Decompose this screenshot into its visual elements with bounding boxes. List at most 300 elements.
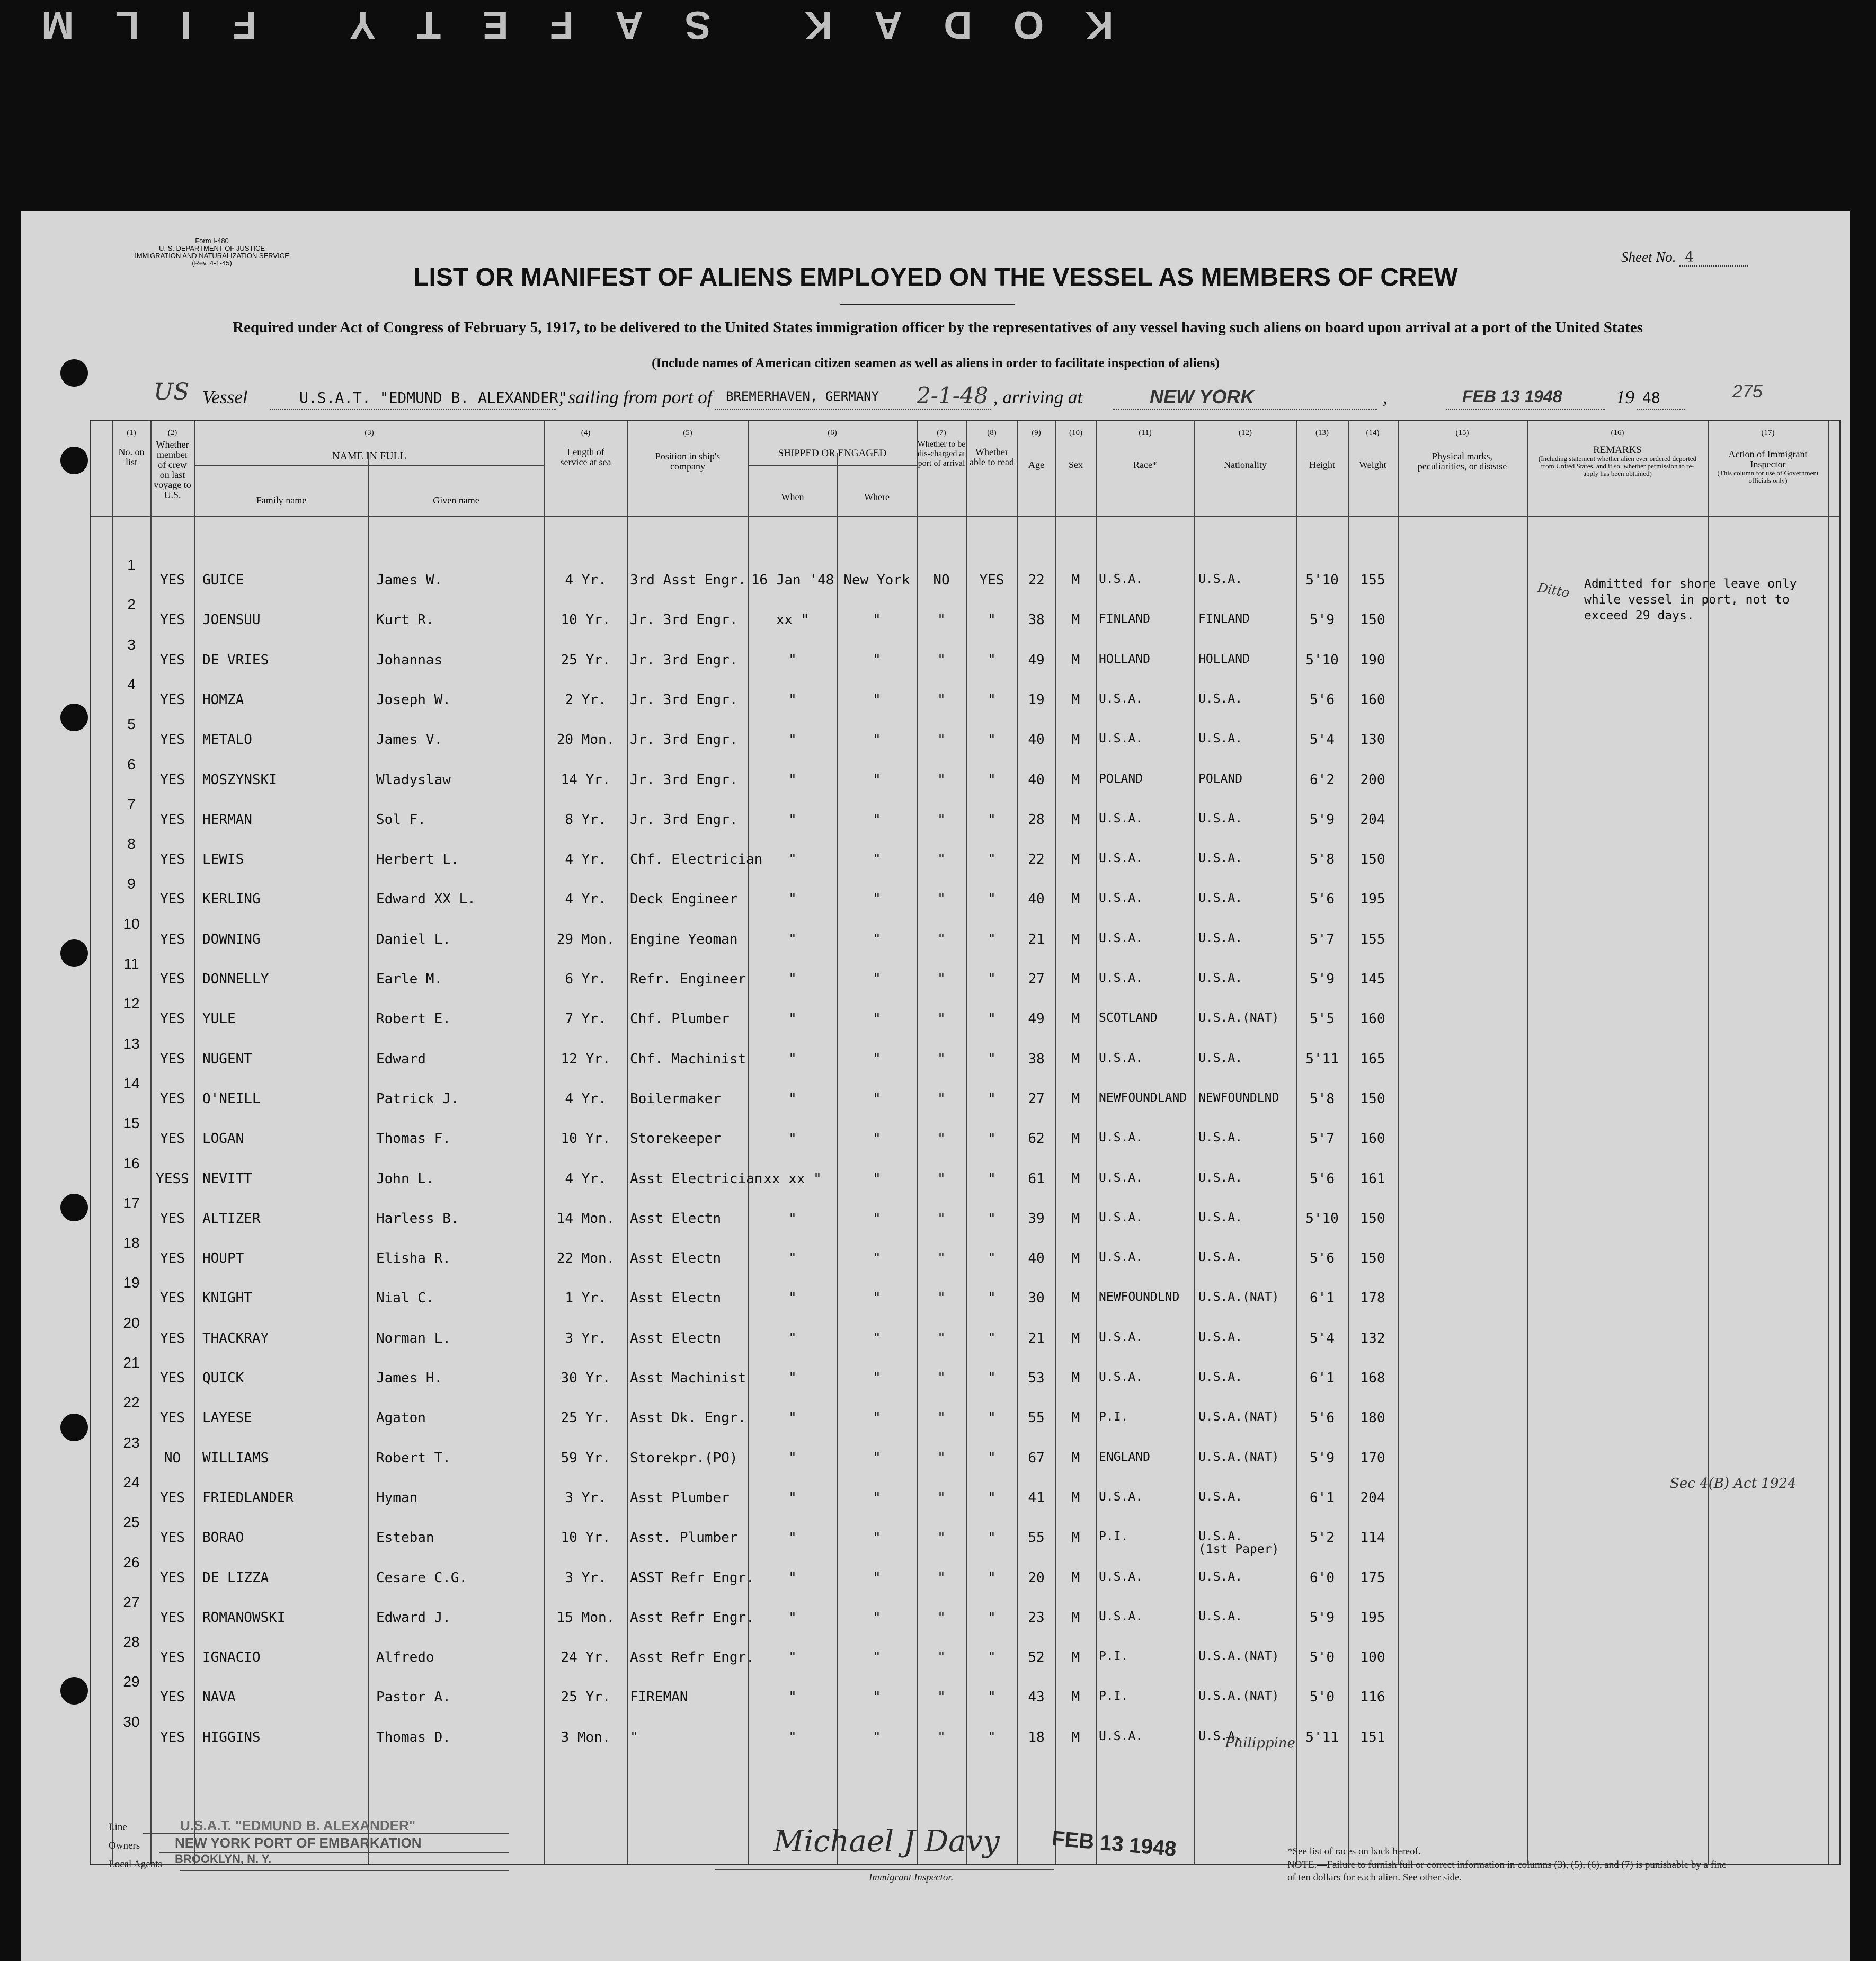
cell-nat: FINLAND: [1198, 612, 1250, 626]
line-stamp: U.S.A.T. "EDMUND B. ALEXANDER": [180, 1817, 416, 1833]
cell-member: YES: [160, 971, 185, 987]
cell-read: ": [988, 1131, 996, 1147]
cell-given: Robert T.: [376, 1450, 451, 1466]
row-number: 19: [123, 1274, 140, 1291]
arrival-port: NEW YORK: [1150, 386, 1255, 407]
cell-disch: ": [937, 1649, 946, 1666]
cell-family: DE VRIES: [202, 652, 269, 668]
vessel-underline: [270, 409, 556, 410]
cell-height: 6'1: [1310, 1290, 1335, 1307]
cell-weight: 160: [1360, 1011, 1385, 1027]
cell-given: Harless B.: [376, 1210, 459, 1227]
cell-position: Asst Electn: [630, 1330, 722, 1346]
cell-nat: U.S.A.(NAT): [1198, 1689, 1279, 1703]
cell-age: 21: [1028, 931, 1045, 947]
when-header: When: [781, 492, 804, 502]
cell-service: 7 Yr.: [565, 1011, 607, 1027]
cell-service: 4 Yr.: [565, 1090, 607, 1107]
cell-position: ASST Refr Engr.: [630, 1569, 754, 1586]
cell-member: YES: [160, 1530, 185, 1546]
cell-disch: ": [937, 1609, 946, 1626]
cell-member: YES: [160, 851, 185, 868]
cell-weight: 178: [1360, 1290, 1385, 1307]
cell-age: 18: [1028, 1729, 1045, 1745]
row-number: 16: [123, 1155, 140, 1172]
manifest-sheet: [21, 211, 1850, 1961]
cell-race: U.S.A.: [1099, 931, 1143, 945]
cell-weight: 190: [1360, 652, 1385, 668]
cell-disch: ": [937, 1090, 946, 1107]
cell-given: Herbert L.: [376, 851, 459, 868]
cell-nat: U.S.A.: [1198, 851, 1243, 866]
hand-nationality-note: Philippine: [1225, 1735, 1295, 1751]
row-number: 15: [123, 1115, 140, 1132]
remark-line: exceed 29 days.: [1584, 609, 1694, 623]
cell-disch: ": [937, 1569, 946, 1586]
cell-height: 5'9: [1310, 1450, 1335, 1466]
date-underline: [1446, 409, 1605, 410]
punch-hole: [60, 704, 88, 731]
row-number: 10: [123, 915, 140, 932]
cell-when: ": [788, 1051, 797, 1067]
cell-when: ": [788, 1689, 797, 1706]
cell-where: ": [873, 1210, 881, 1227]
cell-disch: ": [937, 1410, 946, 1426]
cell-height: 6'0: [1310, 1569, 1335, 1586]
cell-age: 53: [1028, 1370, 1045, 1386]
cell-read: ": [988, 1170, 996, 1187]
col-12-header: [1194, 429, 1296, 470]
cell-when: ": [788, 891, 797, 908]
cell-given: Pastor A.: [376, 1689, 451, 1706]
cell-sex: M: [1071, 732, 1080, 748]
row-number: 17: [123, 1194, 140, 1211]
cell-family: NUGENT: [202, 1051, 252, 1067]
cell-where: ": [873, 1290, 881, 1307]
cell-when: ": [788, 1410, 797, 1426]
cell-member: YES: [160, 771, 185, 788]
col-label: Position in ship's company: [655, 451, 721, 472]
cell-age: 19: [1028, 691, 1045, 708]
cell-sex: M: [1071, 1370, 1080, 1386]
cell-family: MOSZYNSKI: [202, 771, 277, 788]
vessel-label: Vessel: [202, 387, 248, 407]
cell-where: ": [873, 1530, 881, 1546]
punch-hole: [60, 1677, 88, 1705]
cell-service: 12 Yr.: [561, 1051, 611, 1067]
cell-read: ": [988, 1609, 996, 1626]
cell-family: QUICK: [202, 1370, 244, 1386]
hand-mark: US: [154, 378, 190, 405]
cell-sex: M: [1071, 811, 1080, 828]
form-department: U. S. DEPARTMENT OF JUSTICE: [158, 244, 265, 252]
cell-given: Esteban: [376, 1530, 434, 1546]
owners-label: Owners: [109, 1840, 140, 1851]
cell-position: Storekeeper: [630, 1131, 722, 1147]
cell-family: DOWNING: [202, 931, 261, 947]
cell-read: ": [988, 1090, 996, 1107]
cell-position: ": [630, 1729, 638, 1745]
cell-read: ": [988, 1011, 996, 1027]
cell-disch: ": [937, 1689, 946, 1706]
year-underline: [1637, 409, 1685, 410]
cell-sex: M: [1071, 1051, 1080, 1067]
cell-height: 5'8: [1310, 851, 1335, 868]
cell-disch: ": [937, 1290, 946, 1307]
cell-service: 30 Yr.: [561, 1370, 611, 1386]
cell-read: ": [988, 1250, 996, 1267]
col-number: (13): [1315, 429, 1329, 437]
cell-age: 43: [1028, 1689, 1045, 1706]
cell-sex: M: [1071, 1649, 1080, 1666]
cell-position: Chf. Electrician: [630, 851, 763, 868]
cell-height: 5'7: [1310, 1131, 1335, 1147]
cell-nat: U.S.A.(NAT): [1198, 1649, 1279, 1664]
cell-nat: U.S.A.(NAT): [1198, 1011, 1279, 1025]
cell-age: 20: [1028, 1569, 1045, 1586]
cell-family: HIGGINS: [202, 1729, 261, 1745]
cell-when: ": [788, 1290, 797, 1307]
col-sublabel: (This column for use of Government officials only): [1717, 469, 1819, 484]
cell-nat: U.S.A.(NAT): [1198, 1410, 1279, 1424]
cell-race: U.S.A.: [1099, 1569, 1143, 1584]
cell-height: 5'6: [1310, 1410, 1335, 1426]
cell-race: POLAND: [1099, 771, 1143, 786]
cell-service: 59 Yr.: [561, 1450, 611, 1466]
cell-when: ": [788, 771, 797, 788]
cell-where: ": [873, 1330, 881, 1346]
sheet-number-label: Sheet No.: [1621, 249, 1676, 265]
row-number: 2: [127, 596, 136, 613]
cell-position: Jr. 3rd Engr.: [630, 732, 738, 748]
col-3-header: [194, 429, 544, 462]
cell-height: 5'9: [1310, 612, 1335, 628]
cell-when: ": [788, 1729, 797, 1745]
cell-read: ": [988, 971, 996, 987]
cell-where: ": [873, 971, 881, 987]
cell-sex: M: [1071, 572, 1080, 588]
cell-position: Asst Electn: [630, 1210, 722, 1227]
date-stamp: FEB 13 1948: [1051, 1826, 1178, 1861]
cell-disch: ": [937, 891, 946, 908]
cell-disch: ": [937, 931, 946, 947]
cell-where: ": [873, 1131, 881, 1147]
cell-where: ": [873, 1250, 881, 1267]
vessel-name: U.S.A.T. "EDMUND B. ALEXANDER": [299, 389, 567, 406]
cell-family: NEVITT: [202, 1170, 252, 1187]
cell-height: 5'10: [1305, 1210, 1339, 1227]
cell-race: U.S.A.: [1099, 1250, 1143, 1265]
cell-where: ": [873, 811, 881, 828]
cell-nat: NEWFOUNDLND: [1198, 1090, 1279, 1105]
col-17-header: [1708, 429, 1828, 484]
cell-nat: HOLLAND: [1198, 652, 1250, 666]
punch-hole: [60, 1194, 88, 1221]
cell-weight: 132: [1360, 1330, 1385, 1346]
col-label: Physical marks, peculiarities, or disease: [1417, 451, 1507, 472]
cell-disch: ": [937, 1011, 946, 1027]
cell-read: ": [988, 1290, 996, 1307]
cell-service: 25 Yr.: [561, 1689, 611, 1706]
cell-read: ": [988, 1410, 996, 1426]
cell-weight: 155: [1360, 931, 1385, 947]
col-14-header: [1348, 429, 1398, 470]
cell-service: 25 Yr.: [561, 1410, 611, 1426]
cell-age: 40: [1028, 1250, 1045, 1267]
cell-height: 5'10: [1305, 572, 1339, 588]
cell-race: U.S.A.: [1099, 971, 1143, 985]
agents-stamp: BROOKLYN, N. Y.: [175, 1852, 272, 1866]
cell-where: ": [873, 1649, 881, 1666]
cell-member: YES: [160, 931, 185, 947]
include-note: (Include names of American citizen seamen as well as aliens in order to facilitate inspection of aliens): [652, 356, 1220, 370]
cell-weight: 204: [1360, 811, 1385, 828]
cell-where: ": [873, 1609, 881, 1626]
cell-nat: U.S.A.(NAT): [1198, 1290, 1279, 1305]
cell-height: 5'7: [1310, 931, 1335, 947]
cell-position: Jr. 3rd Engr.: [630, 811, 738, 828]
cell-age: 49: [1028, 652, 1045, 668]
cell-disch: ": [937, 1210, 946, 1227]
cell-read: ": [988, 1729, 996, 1745]
cell-member: YES: [160, 891, 185, 908]
cell-given: Johannas: [376, 652, 443, 668]
agents-label: Local Agents: [109, 1859, 162, 1870]
cell-where: ": [873, 612, 881, 628]
cell-disch: ": [937, 652, 946, 668]
cell-nat-note: (1st Paper): [1198, 1542, 1279, 1557]
cell-nat: U.S.A.: [1198, 1250, 1243, 1265]
cell-service: 8 Yr.: [565, 811, 607, 828]
departure-date: 2-1-48: [917, 383, 989, 409]
form-number: Form I-480: [195, 237, 229, 245]
cell-race: U.S.A.: [1099, 851, 1143, 866]
remark-line: while vessel in port, not to: [1584, 593, 1790, 607]
cell-service: 10 Yr.: [561, 1530, 611, 1546]
cell-service: 10 Yr.: [561, 1131, 611, 1147]
cell-where: ": [873, 652, 881, 668]
cell-service: 20 Mon.: [556, 732, 615, 748]
cell-disch: ": [937, 691, 946, 708]
cell-member: YES: [160, 1210, 185, 1227]
cell-nat: U.S.A.: [1198, 1370, 1243, 1384]
cell-height: 5'6: [1310, 1170, 1335, 1187]
cell-nat: U.S.A.: [1198, 931, 1243, 945]
punch-hole: [60, 1414, 88, 1441]
cell-given: Edward J.: [376, 1609, 451, 1626]
cell-nat: U.S.A.: [1198, 1170, 1243, 1185]
cell-weight: 145: [1360, 971, 1385, 987]
cell-when: ": [788, 1011, 797, 1027]
cell-race: U.S.A.: [1099, 732, 1143, 746]
cell-disch: ": [937, 811, 946, 828]
cell-family: THACKRAY: [202, 1330, 269, 1346]
cell-given: Agaton: [376, 1410, 426, 1426]
cell-weight: 200: [1360, 771, 1385, 788]
cell-where: ": [873, 732, 881, 748]
film-edge-text: KODAK SAFETY FILM: [0, 3, 1114, 47]
cell-position: Engine Yeoman: [630, 931, 738, 947]
cell-nat: U.S.A.: [1198, 572, 1243, 586]
cell-where: ": [873, 1729, 881, 1745]
cell-age: 41: [1028, 1489, 1045, 1506]
line-label: Line: [109, 1822, 127, 1833]
cell-position: FIREMAN: [630, 1689, 688, 1706]
cell-race: P.I.: [1099, 1530, 1128, 1544]
cell-height: 5'8: [1310, 1090, 1335, 1107]
cell-member: YES: [160, 811, 185, 828]
cell-nat: U.S.A.: [1198, 1569, 1243, 1584]
cell-age: 61: [1028, 1170, 1045, 1187]
cell-service: 6 Yr.: [565, 971, 607, 987]
col-5-header: [627, 429, 748, 472]
cell-race: U.S.A.: [1099, 1051, 1143, 1065]
cell-family: METALO: [202, 732, 252, 748]
cell-race: NEWFOUNDLAND: [1099, 1090, 1187, 1105]
cell-position: Asst Electrician: [630, 1170, 763, 1187]
cell-position: Boilermaker: [630, 1090, 722, 1107]
cell-sex: M: [1071, 1290, 1080, 1307]
cell-sex: M: [1071, 1689, 1080, 1706]
cell-weight: 151: [1360, 1729, 1385, 1745]
cell-weight: 114: [1360, 1530, 1385, 1546]
cell-member: YES: [160, 1051, 185, 1067]
cell-age: 40: [1028, 771, 1045, 788]
col-9-header: [1017, 429, 1055, 470]
cell-position: Asst Dk. Engr.: [630, 1410, 746, 1426]
cell-weight: 160: [1360, 691, 1385, 708]
cell-weight: 160: [1360, 1131, 1385, 1147]
cell-family: LAYESE: [202, 1410, 252, 1426]
cell-weight: 150: [1360, 612, 1385, 628]
col-8-header: [966, 429, 1017, 467]
cell-sex: M: [1071, 1210, 1080, 1227]
cell-when: ": [788, 1131, 797, 1147]
col-label: Age: [1028, 459, 1044, 470]
arriving-label: , arriving at: [993, 387, 1083, 407]
col-15-header: [1398, 429, 1527, 472]
cell-when: ": [788, 1330, 797, 1346]
cell-given: Joseph W.: [376, 691, 451, 708]
cell-family: ROMANOWSKI: [202, 1609, 286, 1626]
row-number: 22: [123, 1394, 140, 1411]
where-header: Where: [864, 492, 890, 502]
col-label: Weight: [1359, 459, 1386, 470]
cell-given: Earle M.: [376, 971, 443, 987]
cell-position: Asst Electn: [630, 1250, 722, 1267]
cell-height: 5'9: [1310, 1609, 1335, 1626]
cell-member: YES: [160, 612, 185, 628]
col-number: (3): [364, 429, 374, 437]
cell-member: YES: [160, 1370, 185, 1386]
cell-family: ALTIZER: [202, 1210, 261, 1227]
cell-when: ": [788, 1370, 797, 1386]
row-number: 27: [123, 1593, 140, 1610]
cell-disch: ": [937, 851, 946, 868]
cell-family: FRIEDLANDER: [202, 1489, 294, 1506]
remark-line: Admitted for shore leave only: [1584, 577, 1797, 591]
cell-disch: ": [937, 1051, 946, 1067]
cell-given: James H.: [376, 1370, 443, 1386]
cell-sex: M: [1071, 1729, 1080, 1745]
cell-when: ": [788, 931, 797, 947]
cell-age: 40: [1028, 891, 1045, 908]
col-number: (15): [1455, 429, 1469, 437]
cell-age: 62: [1028, 1131, 1045, 1147]
cell-member: YES: [160, 1011, 185, 1027]
cell-where: ": [873, 1011, 881, 1027]
penalty-note: NOTE.—Failure to furnish full or correct information in columns (3), (5), (6), and (7) is punishable by a fine of ten dollars for each alien. See other side.: [1287, 1859, 1727, 1883]
inspector-signature: Michael J Davy: [773, 1824, 1000, 1859]
cell-position: Refr. Engineer: [630, 971, 746, 987]
cell-when: ": [788, 851, 797, 868]
row-number: 8: [127, 836, 136, 853]
cell-height: 5'4: [1310, 732, 1335, 748]
cell-weight: 150: [1360, 1250, 1385, 1267]
cell-family: LOGAN: [202, 1131, 244, 1147]
col-label: REMARKS: [1593, 445, 1642, 456]
cell-sex: M: [1071, 1530, 1080, 1546]
cell-race: FINLAND: [1099, 612, 1150, 626]
cell-height: 5'4: [1310, 1330, 1335, 1346]
cell-position: Jr. 3rd Engr.: [630, 691, 738, 708]
cell-when: ": [788, 1569, 797, 1586]
cell-when: ": [788, 1649, 797, 1666]
cell-age: 38: [1028, 1051, 1045, 1067]
cell-read: ": [988, 1649, 996, 1666]
cell-given: Nial C.: [376, 1290, 434, 1307]
cell-race: U.S.A.: [1099, 572, 1143, 586]
col-label: Nationality: [1224, 459, 1267, 470]
cell-sex: M: [1071, 771, 1080, 788]
row-number: 20: [123, 1314, 140, 1331]
cell-nat: U.S.A.: [1198, 1609, 1243, 1623]
cell-race: NEWFOUNDLND: [1099, 1290, 1180, 1305]
cell-height: 6'1: [1310, 1370, 1335, 1386]
cell-family: HOUPT: [202, 1250, 244, 1267]
cell-nat: U.S.A.: [1198, 811, 1243, 826]
cell-read: ": [988, 1330, 996, 1346]
cell-position: 3rd Asst Engr.: [630, 572, 746, 588]
cell-service: 1 Yr.: [565, 1290, 607, 1307]
cell-position: Asst Plumber: [630, 1489, 730, 1506]
cell-nat: U.S.A.: [1198, 891, 1243, 906]
cell-given: Patrick J.: [376, 1090, 459, 1107]
cell-race: ENGLAND: [1099, 1450, 1150, 1464]
cell-read: ": [988, 891, 996, 908]
row-number: 4: [127, 676, 136, 693]
cell-given: Sol F.: [376, 811, 426, 828]
cell-given: John L.: [376, 1170, 434, 1187]
cell-position: Storekpr.(PO): [630, 1450, 738, 1466]
cell-age: 21: [1028, 1330, 1045, 1346]
cell-when: ": [788, 1090, 797, 1107]
cell-height: 5'0: [1310, 1649, 1335, 1666]
cell-sex: M: [1071, 931, 1080, 947]
cell-read: ": [988, 771, 996, 788]
col-number: (10): [1069, 429, 1082, 437]
cell-weight: 168: [1360, 1370, 1385, 1386]
cell-race: U.S.A.: [1099, 1489, 1143, 1504]
cell-sex: M: [1071, 1569, 1080, 1586]
cell-where: ": [873, 931, 881, 947]
cell-sex: M: [1071, 1170, 1080, 1187]
row-number: 28: [123, 1634, 140, 1651]
cell-race: U.S.A.: [1099, 1729, 1143, 1743]
col-number: (6): [828, 429, 837, 437]
cell-nat: U.S.A.(NAT): [1198, 1450, 1279, 1464]
cell-read: ": [988, 1051, 996, 1067]
